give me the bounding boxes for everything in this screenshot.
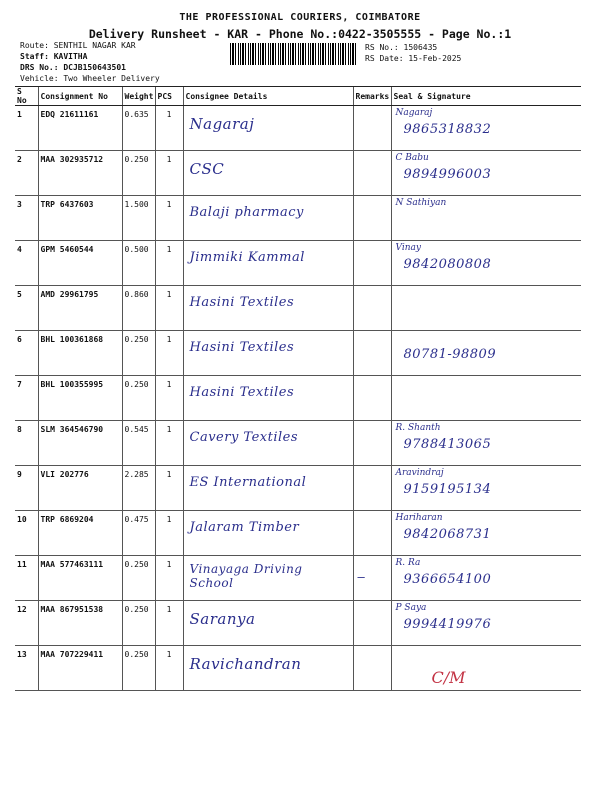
row-pcs xyxy=(155,331,183,376)
pcs-value: 1 xyxy=(166,245,172,254)
row-consignee xyxy=(183,376,353,421)
table-row xyxy=(15,376,581,421)
row-pcs xyxy=(155,466,183,511)
signature-phone: 9788413065 xyxy=(403,437,492,452)
consignee-name: ES International xyxy=(189,475,307,490)
barcode xyxy=(230,43,358,65)
row-weight xyxy=(122,466,155,511)
consignment-number: TRP 6869204 xyxy=(40,515,94,524)
consignee-name: CSC xyxy=(189,160,225,178)
row-remarks xyxy=(353,106,391,151)
weight-value: 0.250 xyxy=(124,560,149,569)
weight-value: 0.250 xyxy=(124,650,149,659)
weight-value: 0.250 xyxy=(124,335,149,344)
weight-value: 0.500 xyxy=(124,245,149,254)
signature-text: Nagaraj xyxy=(395,108,433,118)
sno-value: 10 xyxy=(17,515,27,524)
row-consignment xyxy=(38,421,122,466)
consignee-name: Hasini Textiles xyxy=(189,295,295,310)
pcs-value: 1 xyxy=(166,560,172,569)
row-signature xyxy=(391,196,581,241)
row-weight xyxy=(122,556,155,601)
weight-value: 0.635 xyxy=(124,110,149,119)
row-pcs xyxy=(155,646,183,691)
row-consignee xyxy=(183,646,353,691)
sno-value: 2 xyxy=(17,155,22,164)
row-signature xyxy=(391,376,581,421)
consignee-name: Nagaraj xyxy=(189,115,255,133)
consignee-name: Hasini Textiles xyxy=(189,385,295,400)
weight-value: 2.285 xyxy=(124,470,149,479)
remarks-value: — xyxy=(357,570,365,584)
pcs-value: 1 xyxy=(166,335,172,344)
sno-value: 5 xyxy=(17,290,22,299)
row-sno xyxy=(15,421,38,466)
vehicle: Vehicle: Two Wheeler Delivery xyxy=(20,74,160,83)
row-consignee xyxy=(183,286,353,331)
row-weight xyxy=(122,511,155,556)
row-weight xyxy=(122,376,155,421)
col-weight: Weight xyxy=(122,87,155,106)
row-remarks xyxy=(353,511,391,556)
table-row xyxy=(15,556,581,601)
signature-text: C Babu xyxy=(395,153,429,163)
row-sno xyxy=(15,331,38,376)
row-consignment xyxy=(38,511,122,556)
row-pcs xyxy=(155,241,183,286)
row-weight xyxy=(122,106,155,151)
weight-value: 1.500 xyxy=(124,200,149,209)
table-row xyxy=(15,286,581,331)
row-remarks xyxy=(353,466,391,511)
row-sno xyxy=(15,556,38,601)
signature-text: Hariharan xyxy=(395,513,443,523)
rs-number: RS No.: 1506435 xyxy=(365,43,438,52)
table-row xyxy=(15,646,581,691)
row-consignee xyxy=(183,106,353,151)
row-weight xyxy=(122,421,155,466)
row-signature xyxy=(391,241,581,286)
weight-value: 0.860 xyxy=(124,290,149,299)
row-consignment xyxy=(38,331,122,376)
sno-value: 12 xyxy=(17,605,27,614)
row-signature xyxy=(391,466,581,511)
row-pcs xyxy=(155,196,183,241)
consignee-name: Jimmiki Kammal xyxy=(189,250,305,265)
row-remarks xyxy=(353,421,391,466)
runsheet-title: Delivery Runsheet - KAR - Phone No.:0422-3505555 - Page No.:1 xyxy=(88,27,512,41)
row-signature xyxy=(391,151,581,196)
row-consignee xyxy=(183,421,353,466)
consignee-name: Cavery Textiles xyxy=(189,430,299,445)
signature-phone: 9994419976 xyxy=(403,617,492,632)
row-consignee xyxy=(183,241,353,286)
table-row xyxy=(15,151,581,196)
row-weight xyxy=(122,646,155,691)
signature-text: N Sathiyan xyxy=(395,198,447,208)
row-remarks xyxy=(353,331,391,376)
row-pcs xyxy=(155,376,183,421)
row-weight xyxy=(122,286,155,331)
row-pcs xyxy=(155,421,183,466)
consignee-name: Ravichandran xyxy=(189,655,302,673)
signature-text: P Saya xyxy=(395,603,427,613)
row-consignee xyxy=(183,151,353,196)
signature-phone: 9366654100 xyxy=(403,572,492,587)
signature-phone: 9894996003 xyxy=(403,167,492,182)
table-row xyxy=(15,466,581,511)
col-consignment: Consignment No xyxy=(38,87,122,106)
consignee-name: Vinayaga Driving School xyxy=(189,562,303,590)
row-pcs xyxy=(155,151,183,196)
row-signature xyxy=(391,556,581,601)
col-remarks: Remarks xyxy=(353,87,391,106)
consignment-number: BHL 100361868 xyxy=(40,335,104,344)
consignee-name: Balaji pharmacy xyxy=(189,205,304,220)
row-consignment xyxy=(38,106,122,151)
consignee-name: Hasini Textiles xyxy=(189,340,295,355)
table-row xyxy=(15,196,581,241)
row-pcs xyxy=(155,556,183,601)
row-consignment xyxy=(38,466,122,511)
company-name: THE PROFESSIONAL COURIERS, COIMBATORE xyxy=(179,12,421,23)
row-weight xyxy=(122,241,155,286)
pcs-value: 1 xyxy=(166,110,172,119)
row-signature xyxy=(391,106,581,151)
row-consignment xyxy=(38,286,122,331)
sno-value: 13 xyxy=(17,650,27,659)
consignment-number: MAA 302935712 xyxy=(40,155,104,164)
row-sno xyxy=(15,376,38,421)
row-sno xyxy=(15,511,38,556)
sno-value: 8 xyxy=(17,425,22,434)
consignee-name: Jalaram Timber xyxy=(189,520,300,535)
table-row xyxy=(15,511,581,556)
signature-phone: 9842080808 xyxy=(403,257,492,272)
signature-phone: 9842068731 xyxy=(403,527,492,542)
row-sno xyxy=(15,646,38,691)
row-signature xyxy=(391,511,581,556)
signature-text: R. Ra xyxy=(395,558,421,568)
sno-value: 6 xyxy=(17,335,22,344)
col-signature: Seal & Signature xyxy=(391,87,581,106)
row-signature xyxy=(391,601,581,646)
signature-text: Vinay xyxy=(395,243,421,253)
row-sno xyxy=(15,241,38,286)
runsheet-table xyxy=(15,86,581,691)
pcs-value: 1 xyxy=(166,425,172,434)
rs-date: RS Date: 15-Feb-2025 xyxy=(365,54,462,63)
table-header xyxy=(15,87,581,106)
consignee-name: Saranya xyxy=(189,610,256,628)
row-sno xyxy=(15,286,38,331)
row-consignment xyxy=(38,646,122,691)
row-remarks xyxy=(353,286,391,331)
pcs-value: 1 xyxy=(166,155,172,164)
row-signature xyxy=(391,646,581,691)
consignment-number: VLI 202776 xyxy=(40,470,89,479)
row-consignment xyxy=(38,196,122,241)
pcs-value: 1 xyxy=(166,515,172,524)
pcs-value: 1 xyxy=(166,200,172,209)
row-consignment xyxy=(38,556,122,601)
row-sno xyxy=(15,196,38,241)
row-remarks xyxy=(353,151,391,196)
sno-value: 1 xyxy=(17,110,22,119)
weight-value: 0.475 xyxy=(124,515,149,524)
row-pcs xyxy=(155,286,183,331)
consignment-number: TRP 6437603 xyxy=(40,200,94,209)
row-consignment xyxy=(38,601,122,646)
row-signature xyxy=(391,331,581,376)
table-row xyxy=(15,106,581,151)
row-weight xyxy=(122,196,155,241)
table-row xyxy=(15,241,581,286)
row-remarks xyxy=(353,241,391,286)
signature-phone: 9159195134 xyxy=(403,482,492,497)
drs-number: DRS No.: DCJB150643501 xyxy=(20,63,126,72)
weight-value: 0.545 xyxy=(124,425,149,434)
row-pcs xyxy=(155,601,183,646)
col-consignee: Consignee Details xyxy=(183,87,353,106)
row-consignment xyxy=(38,151,122,196)
signature-phone: 80781-98809 xyxy=(403,347,497,362)
row-consignee xyxy=(183,331,353,376)
red-mark: C/M xyxy=(431,668,466,687)
col-pcs: PCS xyxy=(155,87,183,106)
row-consignee xyxy=(183,511,353,556)
consignment-number: EDQ 21611161 xyxy=(40,110,99,119)
pcs-value: 1 xyxy=(166,470,172,479)
col-sno: S No xyxy=(15,87,38,106)
sno-value: 3 xyxy=(17,200,22,209)
signature-text: R. Shanth xyxy=(395,423,441,433)
row-remarks xyxy=(353,196,391,241)
pcs-value: 1 xyxy=(166,605,172,614)
consignment-number: AMD 29961795 xyxy=(40,290,99,299)
consignment-number: SLM 364546790 xyxy=(40,425,104,434)
weight-value: 0.250 xyxy=(124,605,149,614)
consignment-number: GPM 5460544 xyxy=(40,245,94,254)
weight-value: 0.250 xyxy=(124,380,149,389)
sno-value: 4 xyxy=(17,245,22,254)
consignment-number: BHL 100355995 xyxy=(40,380,104,389)
signature-text: Aravindraj xyxy=(395,468,444,478)
row-remarks xyxy=(353,646,391,691)
row-signature xyxy=(391,421,581,466)
table-row xyxy=(15,331,581,376)
table-row xyxy=(15,421,581,466)
signature-phone: 9865318832 xyxy=(403,122,492,137)
row-consignee xyxy=(183,466,353,511)
pcs-value: 1 xyxy=(166,290,172,299)
pcs-value: 1 xyxy=(166,380,172,389)
row-remarks xyxy=(353,601,391,646)
row-weight xyxy=(122,331,155,376)
consignment-number: MAA 707229411 xyxy=(40,650,104,659)
row-sno xyxy=(15,151,38,196)
sno-value: 9 xyxy=(17,470,22,479)
table-row xyxy=(15,601,581,646)
row-weight xyxy=(122,601,155,646)
row-consignee xyxy=(183,196,353,241)
row-sno xyxy=(15,466,38,511)
row-pcs xyxy=(155,511,183,556)
row-sno xyxy=(15,106,38,151)
row-signature xyxy=(391,286,581,331)
row-consignment xyxy=(38,241,122,286)
row-remarks xyxy=(353,556,391,601)
weight-value: 0.250 xyxy=(124,155,149,164)
route: Route: SENTHIL NAGAR KAR xyxy=(20,41,136,50)
row-weight xyxy=(122,151,155,196)
sno-value: 7 xyxy=(17,380,22,389)
sno-value: 11 xyxy=(17,560,27,569)
consignment-number: MAA 577463111 xyxy=(40,560,104,569)
row-remarks xyxy=(353,376,391,421)
meta-right xyxy=(365,42,461,64)
row-sno xyxy=(15,601,38,646)
row-pcs xyxy=(155,106,183,151)
pcs-value: 1 xyxy=(166,650,172,659)
row-consignee xyxy=(183,556,353,601)
meta-left xyxy=(20,40,160,84)
row-consignee xyxy=(183,601,353,646)
row-consignment xyxy=(38,376,122,421)
staff: Staff: KAVITHA xyxy=(20,52,88,61)
consignment-number: MAA 867951538 xyxy=(40,605,104,614)
